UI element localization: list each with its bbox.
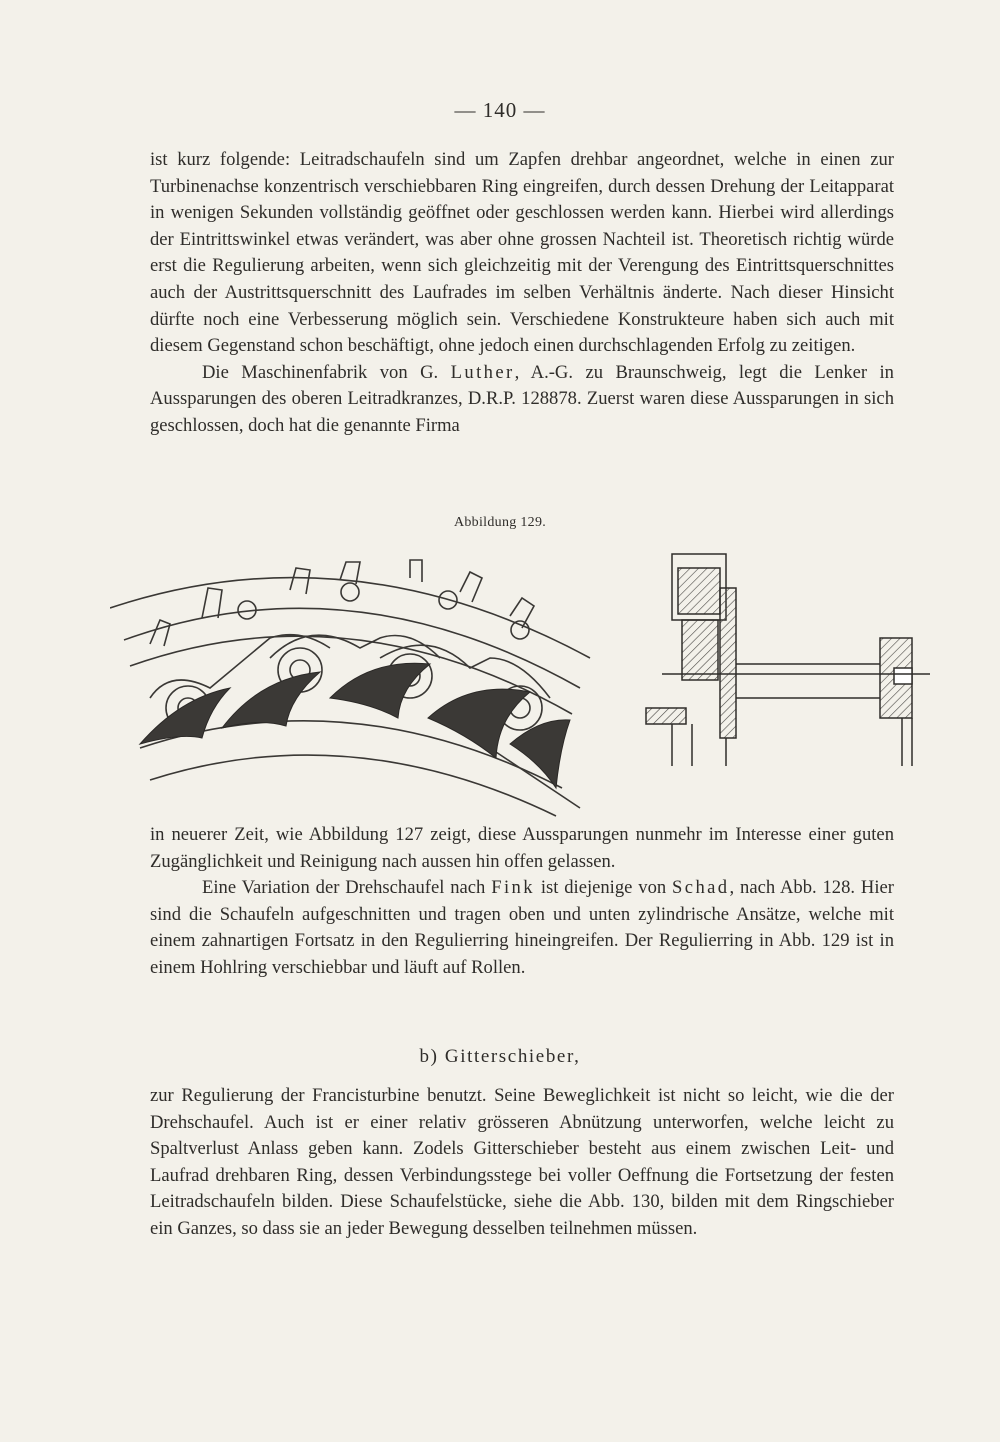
figure-caption: Abbildung 129. — [453, 515, 547, 530]
name-fink: Fink — [491, 877, 535, 899]
paragraph-openings: in neuerer Zeit, wie Abbildung 127 zeigt, diese Aussparungen nunmehr im Interesse einer guten Zugänglichkeit und Reinigung nach aussen hin offen gelassen. — [150, 824, 894, 872]
top-text-block — [150, 147, 894, 440]
bottom-text-block — [150, 1083, 894, 1243]
paragraph-regulation: ist kurz folgende: Leitradschaufeln sind um Zapfen drehbar angeordnet, welche in einen zur Turbinenachse konzentrisch verschiebbaren Ring eingreifen, durch dessen Drehung der Leitapparat in wenigen Sekunden vollständig geöffnet oder geschlossen werden kann. Hierbei wird allerdings der Eintrittswinkel etwas verändert, was aber ohne grossen Nachteil ist. Theoretisch richtig würde erst die Regulierung arbeiten, wenn sich gleichzeitig mit der Verengung des Eintrittsquerschnittes auch der Austrittsquerschnitt des Laufrades im selben Verhältnis änderte. Nach dieser Hinsicht dürfte noch eine Verbesserung möglich sein. Verschiedene Konstrukteure haben sich auch mit diesem Gegenstand schon beschäftigt, ohne jedoch einen durchschlagenden Erfolg zu zeitigen. — [150, 149, 894, 357]
paragraph-variation-b: ist diejenige von — [540, 877, 667, 899]
paragraph-gitterschieber: zur Regulierung der Francisturbine benutzt. Seine Beweglichkeit ist nicht so leicht, wie die der Drehschaufel. Auch ist er einer relativ grösseren Abnützung unterworfen, welche leicht zu Spaltverlust Anlass geben kann. Zodels Gitterschieber besteht aus einem zwischen Leit- und Laufrad drehbaren Ring, dessen Verbindungsstege bei voller Oeffnung die Fortsetzung der festen Leitradschaufeln bilden. Diese Schaufelstücke, siehe die Abb. 130, bilden mit dem Ringschieber ein Ganzes, so dass sie an jeder Bewegung desselben teilnehmen müssen. — [150, 1085, 894, 1239]
paragraph-variation-a: Eine Variation der Drehschaufel nach — [202, 877, 486, 899]
middle-text-block — [150, 822, 894, 982]
name-schad: Schad — [672, 877, 730, 899]
figure-cross-section-drawing — [642, 548, 934, 770]
paragraph-variation — [150, 875, 894, 981]
page-number: — 140 — — [454, 98, 546, 122]
paragraph-luther-b: , A.-G. zu Braunschweig, legt die Lenker in Aussparungen des oberen Leitradkranzes, D.R.P. 128878. Zuerst waren diese Aussparungen in sich geschlossen, doch hat die genannte Firma — [150, 361, 894, 436]
name-luther: Luther — [450, 361, 515, 383]
paragraph-luther-a: Die Maschinenfabrik von G. — [202, 361, 439, 383]
section-heading: b) Gitterschieber, — [419, 1046, 581, 1067]
paragraph-luther — [150, 360, 894, 440]
figure-guide-vanes-drawing — [110, 548, 600, 820]
paragraph-variation-c: , nach Abb. 128. Hier sind die Schaufeln aufgeschnitten und tragen oben und unten zylindrische Ansätze, welche mit einem zahnartigen Fortsatz in den Regulierring hineingreifen. Der Regulierring in Abb. 129 ist in einem Hohlring verschiebbar und läuft auf Rollen. — [150, 877, 894, 978]
